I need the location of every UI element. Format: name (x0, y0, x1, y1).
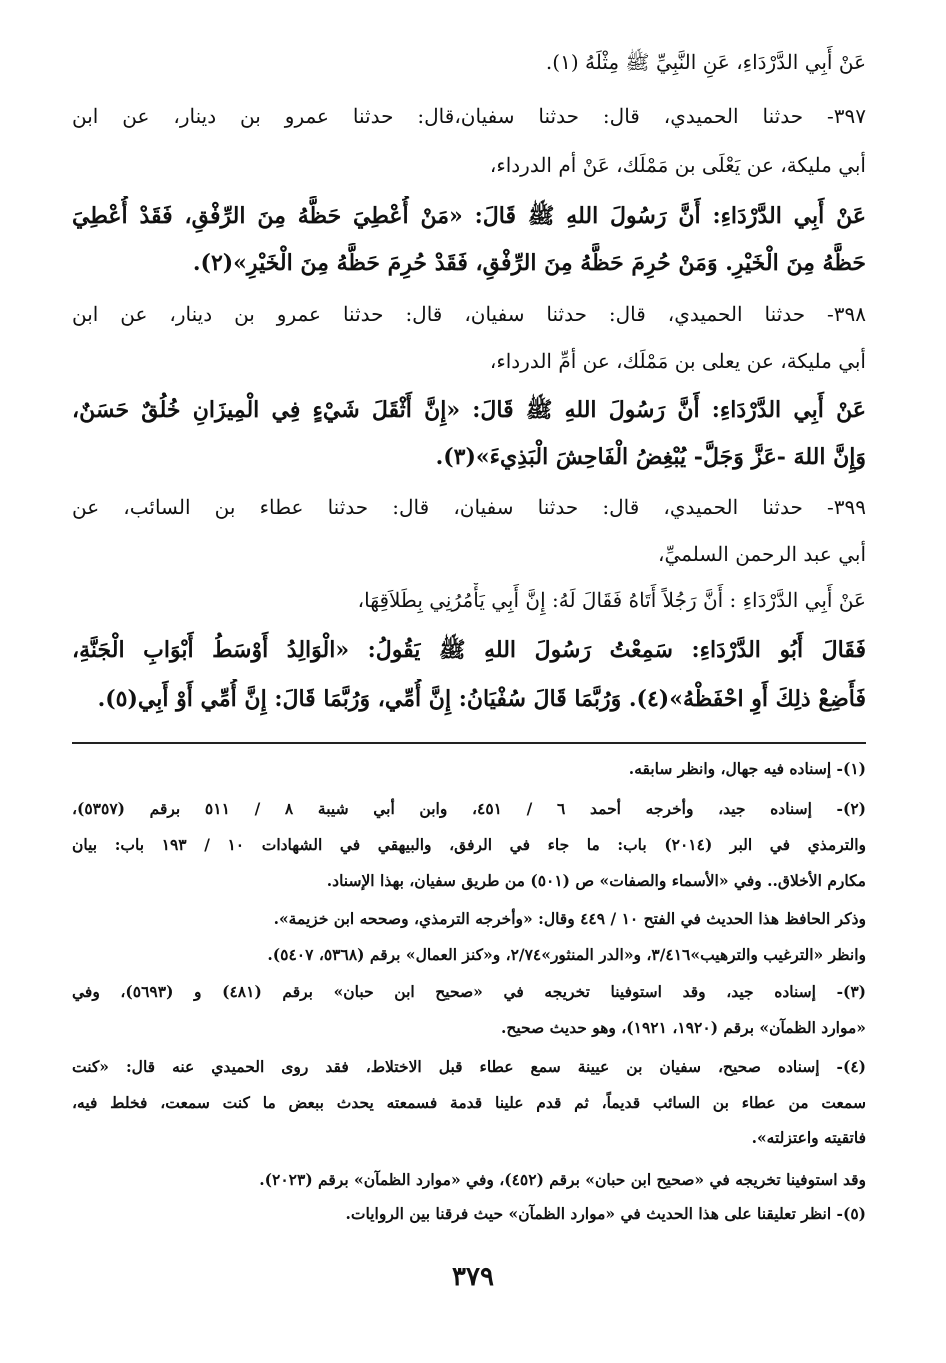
footnote-line: وانظر «الترغيب والترهيب»٣/٤١٦، و«الدر المنثور»٢/٧٤، و«كنز العمال» برقم (٥٣٦٨، ٥٤٠٧). (267, 945, 866, 964)
hadith-line: أبي عبد الرحمن السلميِّ، (658, 542, 866, 566)
hadith-line: عَنْ أَبِي الدَّرْدَاءِ: أَنَّ رَسُولَ اللهِ ﷺ قَالَ: «مَنْ أُعْطِيَ حَظَّهُ مِنَ الرِّفْقِ، فَقَدْ أُعْطِيَ (72, 203, 866, 229)
footnote-divider (72, 742, 866, 744)
footnote-line: وذكر الحافظ هذا الحديث في الفتح ١٠ / ٤٤٩ وقال: «وأخرجه الترمذي، وصححه ابن خزيمة». (273, 909, 866, 928)
hadith-line: ٣٩٧- حدثنا الحميدي، قال: حدثنا سفيان،قال: حدثنا عمرو بن دينار، عن ابن (72, 104, 866, 128)
hadith-line: عَنْ أَبِي الدَّرْدَاءِ : أَنَّ رَجُلاً أَتَاهُ فَقَالَ لَهُ: إِنَّ أَبِي يَأْمُرُنِي بِطَلاَقِهَا، (357, 588, 866, 612)
footnote-line: والترمذي في البر (٢٠١٤) باب: ما جاء في الرفق، والبيهقي في الشهادات ١٠ / ١٩٣ باب: بيان (72, 835, 866, 854)
footnote-line: وقد استوفينا تخريجه في «صحيح ابن حبان» برقم (٤٥٢)، وفي «موارد الظمآن» برقم (٢٠٢٣). (259, 1170, 866, 1189)
footnote-line: فاتقيته واعتزلته». (751, 1128, 866, 1147)
hadith-line: ٣٩٨- حدثنا الحميدي، قال: حدثنا سفيان، قال: حدثنا عمرو بن دينار، عن ابن (72, 302, 866, 326)
footnote-line: (١)- إسناده فيه جهال، وانظر سابقه. (628, 759, 866, 778)
hadith-line: أبي مليكة، عن يعلى بن مَمْلَك، عن أمِّ الدرداء، (489, 349, 866, 373)
footnote-line: سمعت من عطاء بن السائب قديماً، ثم قدم علينا قدمة فسمعته يحدث ببعض ما كنت سمعت، فخلط فيه، (72, 1093, 866, 1112)
hadith-line: فَقَالَ أَبُو الدَّرْدَاءِ: سَمِعْتُ رَسُولَ اللهِ ﷺ يَقُولُ: «الْوَالِدُ أَوْسَطُ أَبْوَابِ الْجَنَّةِ، (72, 637, 866, 663)
footnote-line: (٥)- انظر تعليقنا على هذا الحديث في «موارد الظمآن» حيث فرقنا بين الروايات. (345, 1204, 866, 1223)
footnote-line: «موارد الظمآن» برقم (١٩٢٠، ١٩٢١)، وهو حديث صحيح. (500, 1018, 866, 1037)
hadith-line: حَظَّهُ مِنَ الْخَيْرِ. وَمَنْ حُرِمَ حَظَّهُ مِنَ الرِّفْقِ، فَقَدْ حُرِمَ حَظَّهُ مِنَ الْخَيْرِ»(٢). (192, 250, 866, 276)
footnote-line: (٤)- إسناده صحيح، سفيان بن عيينة سمع عطاء قبل الاختلاط، فقد روى الحميدي عنه قال: «كنت (72, 1057, 866, 1076)
page-number: ٣٧٩ (452, 1262, 494, 1292)
footnote-line: (٢)- إسناده جيد، وأخرجه أحمد ٦ / ٤٥١، وابن أبي شيبة ٨ / ٥١١ برقم (٥٣٥٧)، (72, 799, 866, 818)
footnote-line: (٣)- إسناده جيد، وقد استوفينا تخريجه في «صحيح ابن حبان» برقم (٤٨١) و (٥٦٩٣)، وفي (72, 982, 866, 1001)
hadith-line: أبي مليكة، عن يَعْلَى بن مَمْلَك، عَنْ أم الدرداء، (489, 153, 866, 177)
hadith-line: وَإِنَّ اللهَ -عَزَّ وَجَلَّ- يُبْغِضُ الْفَاحِشَ الْبَذِيءَ»(٣). (435, 444, 866, 470)
hadith-line: ٣٩٩- حدثنا الحميدي، قال: حدثنا سفيان، قال: حدثنا عطاء بن السائب، عن (72, 495, 866, 519)
hadith-line: فَأَضِعْ ذلِكَ أَوِ احْفَظْهُ»(٤). وَرُبَّمَا قَالَ سُفْيَانُ: إِنَّ أُمِّي، وَرُبَّمَا قَالَ: إِنَّ أُمِّي أَوْ أَبِي(٥). (97, 686, 866, 712)
footnote-line: مكارم الأخلاق.. وفي «الأسماء والصفات» ص (٥٠١) من طريق سفيان، بهذا الإسناد. (326, 871, 866, 890)
hadith-line: عَنْ أَبِي الدَّرْدَاءِ: أَنَّ رَسُولَ اللهِ ﷺ قَالَ: «إِنَّ أَثْقَلَ شَيْءٍ فِي الْمِيزَانِ خُلُقٌ حَسَنٌ، (72, 397, 866, 423)
hadith-line: عَنْ أَبِي الدَّرْدَاءِ، عَنِ النَّبِيِّ ﷺ مِثْلَهُ (١). (545, 50, 866, 74)
